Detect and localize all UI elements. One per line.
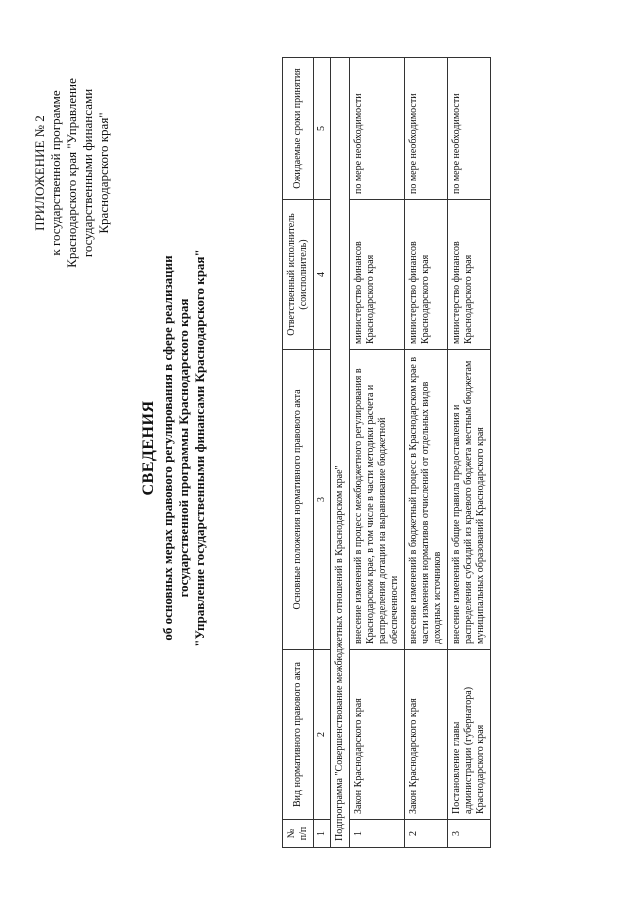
row-executor: министерство финансов Краснодарского края (448, 200, 491, 350)
document-title: СВЕДЕНИЯ (140, 400, 157, 496)
row-act-type: Закон Краснодарского края (405, 650, 448, 820)
row-term: по мере необходимости (448, 58, 491, 200)
column-number: 3 (314, 350, 331, 650)
row-act-content: внесение изменений в общие правила предоставления и распределения субсидий из краевого бюджета местным бюджетам муниципальных образований Краснодарского края (448, 350, 491, 650)
row-act-content: внесение изменений в процесс межбюджетного регулирования в Краснодарском крае, в том числе в части методики расчета и распределения дотации на выравнивание бюджетной обеспеченности (350, 350, 405, 650)
appendix-line: государственными финансами (80, 88, 95, 258)
table-row (448, 58, 491, 848)
row-number: 3 (448, 820, 491, 848)
appendix-block (32, 38, 112, 308)
document-subtitle-line: об основных мерах правового регулирования в сфере реализации (160, 255, 175, 641)
subprogram-title: Подпрограмма "Совершенствование межбюджетных отношений в Краснодарском крае" (331, 58, 350, 848)
column-number-row (314, 58, 331, 848)
row-executor: министерство финансов Краснодарского края (350, 200, 405, 350)
table-row (405, 58, 448, 848)
column-number: 1 (314, 820, 331, 848)
row-act-type: Постановление главы администрации (губернатора) Краснодарского края (448, 650, 491, 820)
document-subtitle-line: государственной программы Краснодарского края (176, 298, 191, 598)
row-number: 1 (350, 820, 405, 848)
header-term: Ожидаемые сроки принятия (283, 58, 314, 200)
document-subtitle-line: "Управление государственными финансами Краснодарского края" (192, 249, 207, 647)
appendix-line: к государственной программе (48, 90, 63, 256)
appendix-line: ПРИЛОЖЕНИЕ № 2 (32, 115, 47, 231)
row-term: по мере необходимости (350, 58, 405, 200)
row-act-type: Закон Краснодарского края (350, 650, 405, 820)
column-number: 5 (314, 58, 331, 200)
header-executor: Ответственный исполнитель (соисполнитель) (283, 200, 314, 350)
document-heading (138, 18, 208, 878)
header-act-content: Основные положения нормативного правового акта (283, 350, 314, 650)
rotated-page (20, 18, 620, 878)
header-act-type: Вид нормативного правового акта (283, 650, 314, 820)
column-number: 4 (314, 200, 331, 350)
appendix-line: Краснодарского края" (96, 112, 111, 234)
measures-table (282, 57, 491, 848)
row-number: 2 (405, 820, 448, 848)
appendix-line: Краснодарского края "Управление (64, 78, 79, 268)
column-number: 2 (314, 650, 331, 820)
table-row (350, 58, 405, 848)
header-number: № п/п (283, 820, 314, 848)
subprogram-row (331, 58, 350, 848)
row-executor: министерство финансов Краснодарского края (405, 200, 448, 350)
row-act-content: внесение изменений в бюджетный процесс в Краснодарском крае в части изменения нормативов отчислений от отдельных видов доходных источников (405, 350, 448, 650)
table-header-row (283, 58, 314, 848)
row-term: по мере необходимости (405, 58, 448, 200)
